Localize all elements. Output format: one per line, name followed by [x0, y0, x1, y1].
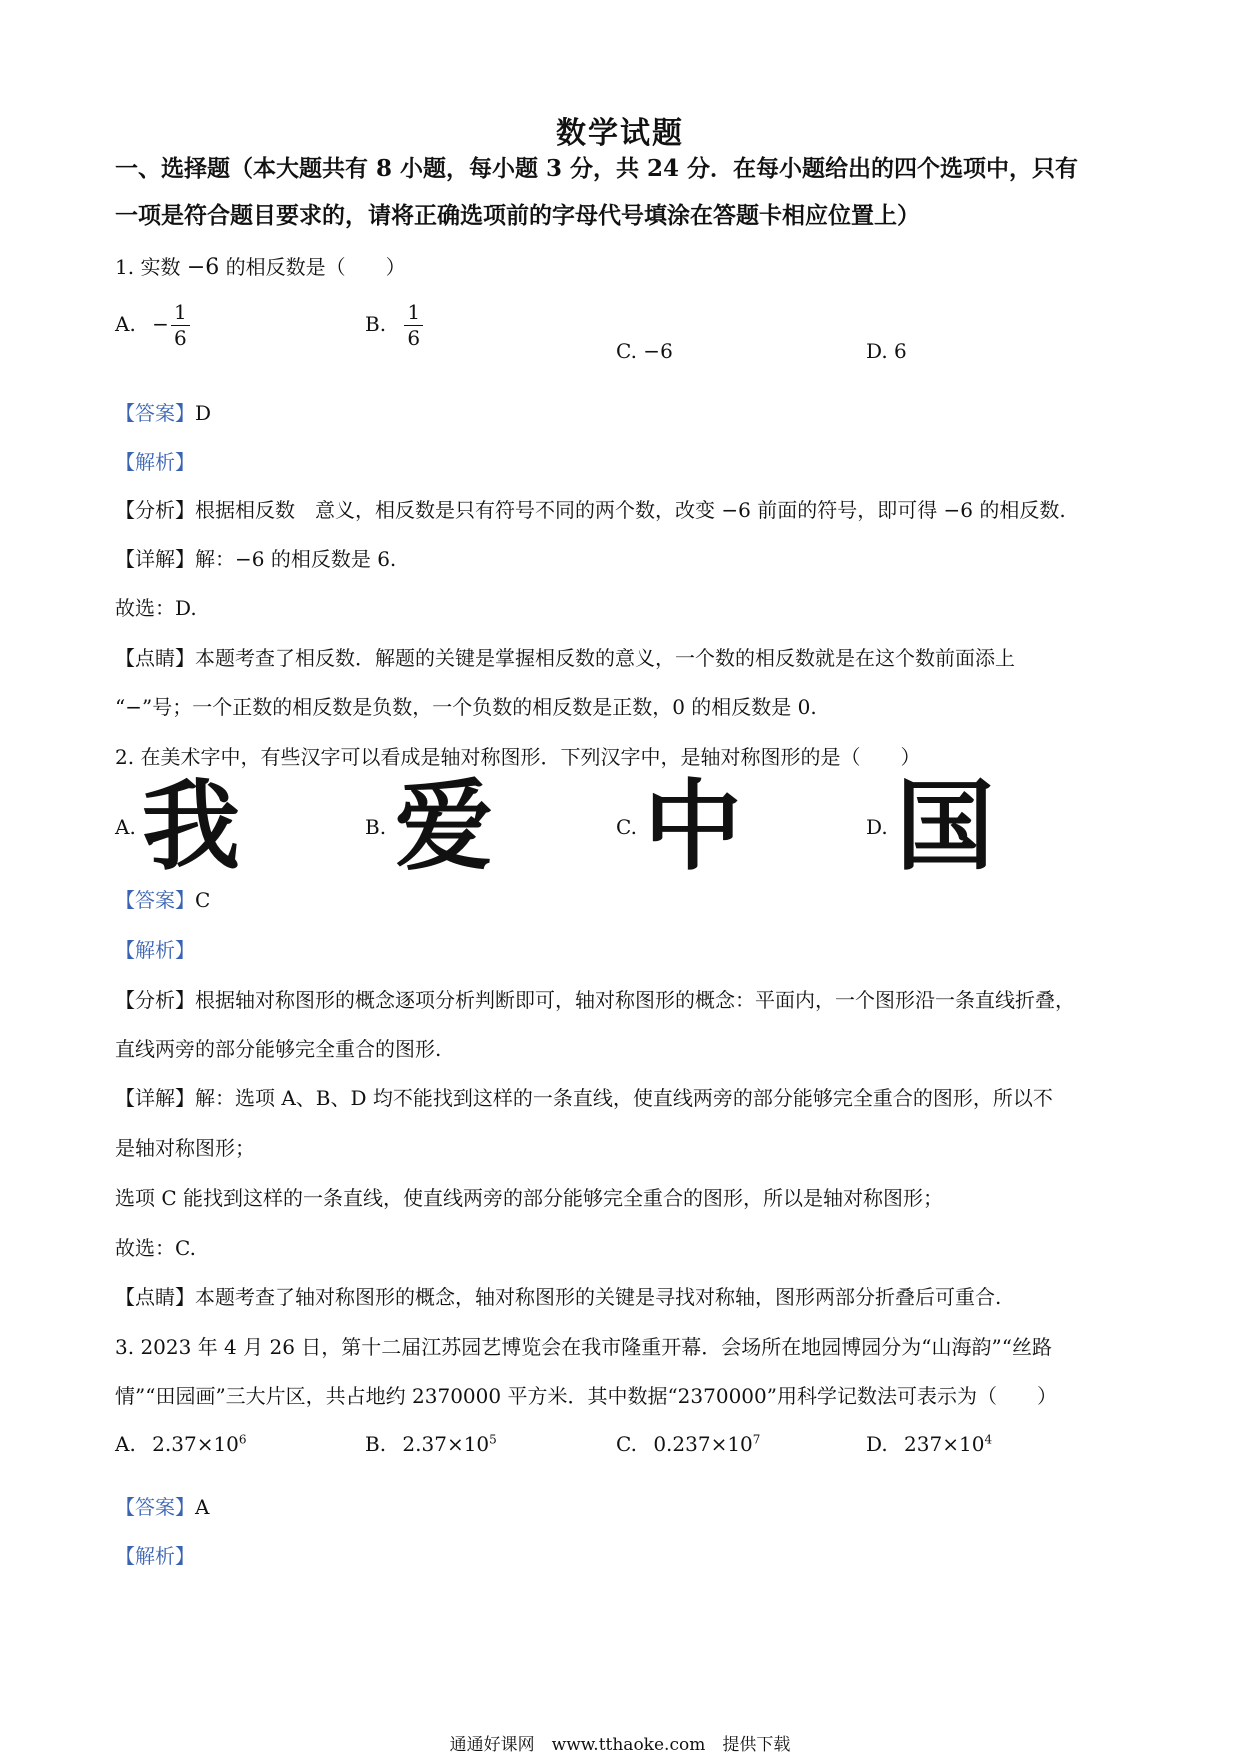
q3-option-c-base: 0.237×10: [653, 1432, 753, 1456]
q1-fenxi: [115, 494, 1066, 523]
q1-answer: [115, 397, 211, 426]
q2-stem: 2. 在美术字中，有些汉字可以看成是轴对称图形．下列汉字中，是轴对称图形的是（ ）: [115, 745, 921, 769]
q3-option-c-label: C.: [616, 1432, 637, 1456]
section-heading-line2: 一项是符合题目要求的，请将正确选项前的字母代号填涂在答题卡相应位置上）: [115, 202, 920, 229]
xiangjie-label: 【详解】: [115, 1086, 195, 1110]
q3-option-d-base: 237×10: [904, 1432, 985, 1456]
q1-analysis-label: 【解析】: [115, 450, 195, 474]
q2-fenxi-line2: 直线两旁的部分能够完全重合的图形.: [115, 1037, 442, 1061]
q3-option-d-exponent: 4: [984, 1432, 993, 1447]
q2-conclusion: 故选：C.: [115, 1236, 196, 1260]
q1-xiangjie-text: 解：−6 的相反数是 6.: [195, 547, 397, 571]
q2-fenxi: [115, 984, 1075, 1013]
q3-option-d-label: D.: [866, 1432, 888, 1456]
q2-fenxi-text: 根据轴对称图形的概念逐项分析判断即可，轴对称图形的概念：平面内，一个图形沿一条直线折叠，: [195, 988, 1075, 1012]
q1-conclusion: 故选：D.: [115, 596, 197, 620]
q3-option-a-label: A.: [115, 1432, 136, 1456]
fraction-denominator: 6: [407, 326, 421, 350]
q1-dianjing: [115, 642, 1015, 671]
q2-answer-value: C: [195, 888, 211, 912]
dianjing-label: 【点睛】: [115, 646, 195, 670]
fraction-denominator: 6: [173, 326, 187, 350]
fenxi-label: 【分析】: [115, 988, 195, 1012]
q2-option-b-glyph: 爱: [395, 770, 494, 884]
section-heading-line1: 一、选择题（本大题共有 8 小题，每小题 3 分，共 24 分．在每小题给出的四个选项中，只有: [115, 155, 1079, 182]
q3-option-c-exponent: 7: [752, 1432, 761, 1447]
dianjing-label: 【点睛】: [115, 1285, 195, 1309]
q1-stem-tail: 的相反数是（ ）: [225, 255, 406, 279]
q1-xiangjie: [115, 543, 396, 572]
q1-dianjing-line2: “−”号；一个正数的相反数是负数，一个负数的相反数是正数，0 的相反数是 0.: [115, 695, 817, 719]
q1-stem: [115, 251, 406, 280]
q3-option-a-exponent: 6: [238, 1432, 247, 1447]
answer-label: 【答案】: [115, 1495, 195, 1519]
q1-option-d: D. 6: [866, 339, 907, 363]
q1-option-b: [365, 300, 423, 351]
q1-fenxi-text: 根据相反数 意义，相反数是只有符号不同的两个数，改变 −6 前面的符号，即可得 −6 的相反数.: [195, 498, 1066, 522]
q2-option-d-label: D.: [866, 815, 888, 839]
answer-label: 【答案】: [115, 888, 195, 912]
q2-option-c-label: C.: [616, 815, 637, 839]
answer-label: 【答案】: [115, 401, 195, 425]
q1-answer-value: D: [195, 401, 212, 425]
q3-answer: [115, 1491, 209, 1520]
q3-option-a: [115, 1432, 247, 1456]
q3-option-b-exponent: 5: [489, 1432, 497, 1447]
q1-stem-text: 1. 实数: [115, 255, 181, 279]
q2-option-a-label: A.: [115, 815, 136, 839]
q2-dianjing: [115, 1281, 1001, 1310]
q2-dianjing-text: 本题考查了轴对称图形的概念，轴对称图形的关键是寻找对称轴，图形两部分折叠后可重合.: [195, 1285, 1002, 1309]
q2-xiangjie-text: 解：选项 A、B、D 均不能找到这样的一条直线，使直线两旁的部分能够完全重合的图形，所以不: [195, 1086, 1053, 1110]
q2-analysis-label: 【解析】: [115, 938, 195, 962]
q1-option-a-sign: −: [152, 312, 169, 336]
q1-option-a: [115, 300, 190, 351]
q3-option-d: [866, 1432, 992, 1456]
xiangjie-label: 【详解】: [115, 547, 195, 571]
q2-xiangjie-line2: 是轴对称图形；: [115, 1136, 255, 1160]
q2-xiangjie-line3: 选项 C 能找到这样的一条直线，使直线两旁的部分能够完全重合的图形，所以是轴对称图形；: [115, 1186, 944, 1210]
q3-option-a-base: 2.37×10: [152, 1432, 239, 1456]
q1-option-a-fraction: [171, 300, 190, 351]
page-footer: 通通好课网 www.tthaoke.com 提供下载: [449, 1735, 791, 1755]
q1-option-b-fraction: [404, 300, 423, 351]
q2-option-d-glyph: 国: [896, 770, 995, 884]
q3-option-b-label: B.: [365, 1432, 387, 1456]
q2-xiangjie: [115, 1082, 1053, 1111]
q1-option-c: C. −6: [616, 339, 673, 363]
q3-answer-value: A: [195, 1495, 210, 1519]
q2-option-a-glyph: 我: [142, 770, 241, 884]
q2-option-b-label: B.: [365, 815, 387, 839]
q3-option-c: [616, 1432, 760, 1456]
q3-option-b: [365, 1432, 497, 1456]
q3-stem-line1: 3. 2023 年 4 月 26 日，第十二届江苏园艺博览会在我市隆重开幕．会场所在地园博园分为“山海韵”“丝路: [115, 1335, 1052, 1359]
q3-analysis-label: 【解析】: [115, 1544, 195, 1568]
fenxi-label: 【分析】: [115, 498, 195, 522]
q3-stem-line2: 情”“田园画”三大片区，共占地约 2370000 平方米．其中数据“2370000”用科学记数法可表示为（ ）: [115, 1384, 1057, 1408]
q1-option-b-label: B.: [365, 312, 387, 336]
fraction-numerator: 1: [171, 300, 190, 326]
q1-dianjing-text: 本题考查了相反数．解题的关键是掌握相反数的意义，一个数的相反数就是在这个数前面添上: [195, 646, 1015, 670]
q1-option-a-label: A.: [115, 312, 136, 336]
q2-answer: [115, 884, 210, 913]
q3-option-b-base: 2.37×10: [402, 1432, 490, 1456]
q2-option-c-glyph: 中: [644, 770, 743, 884]
fraction-numerator: 1: [404, 300, 423, 326]
q1-stem-number: −6: [186, 255, 220, 280]
page-title: 数学试题: [556, 116, 684, 151]
